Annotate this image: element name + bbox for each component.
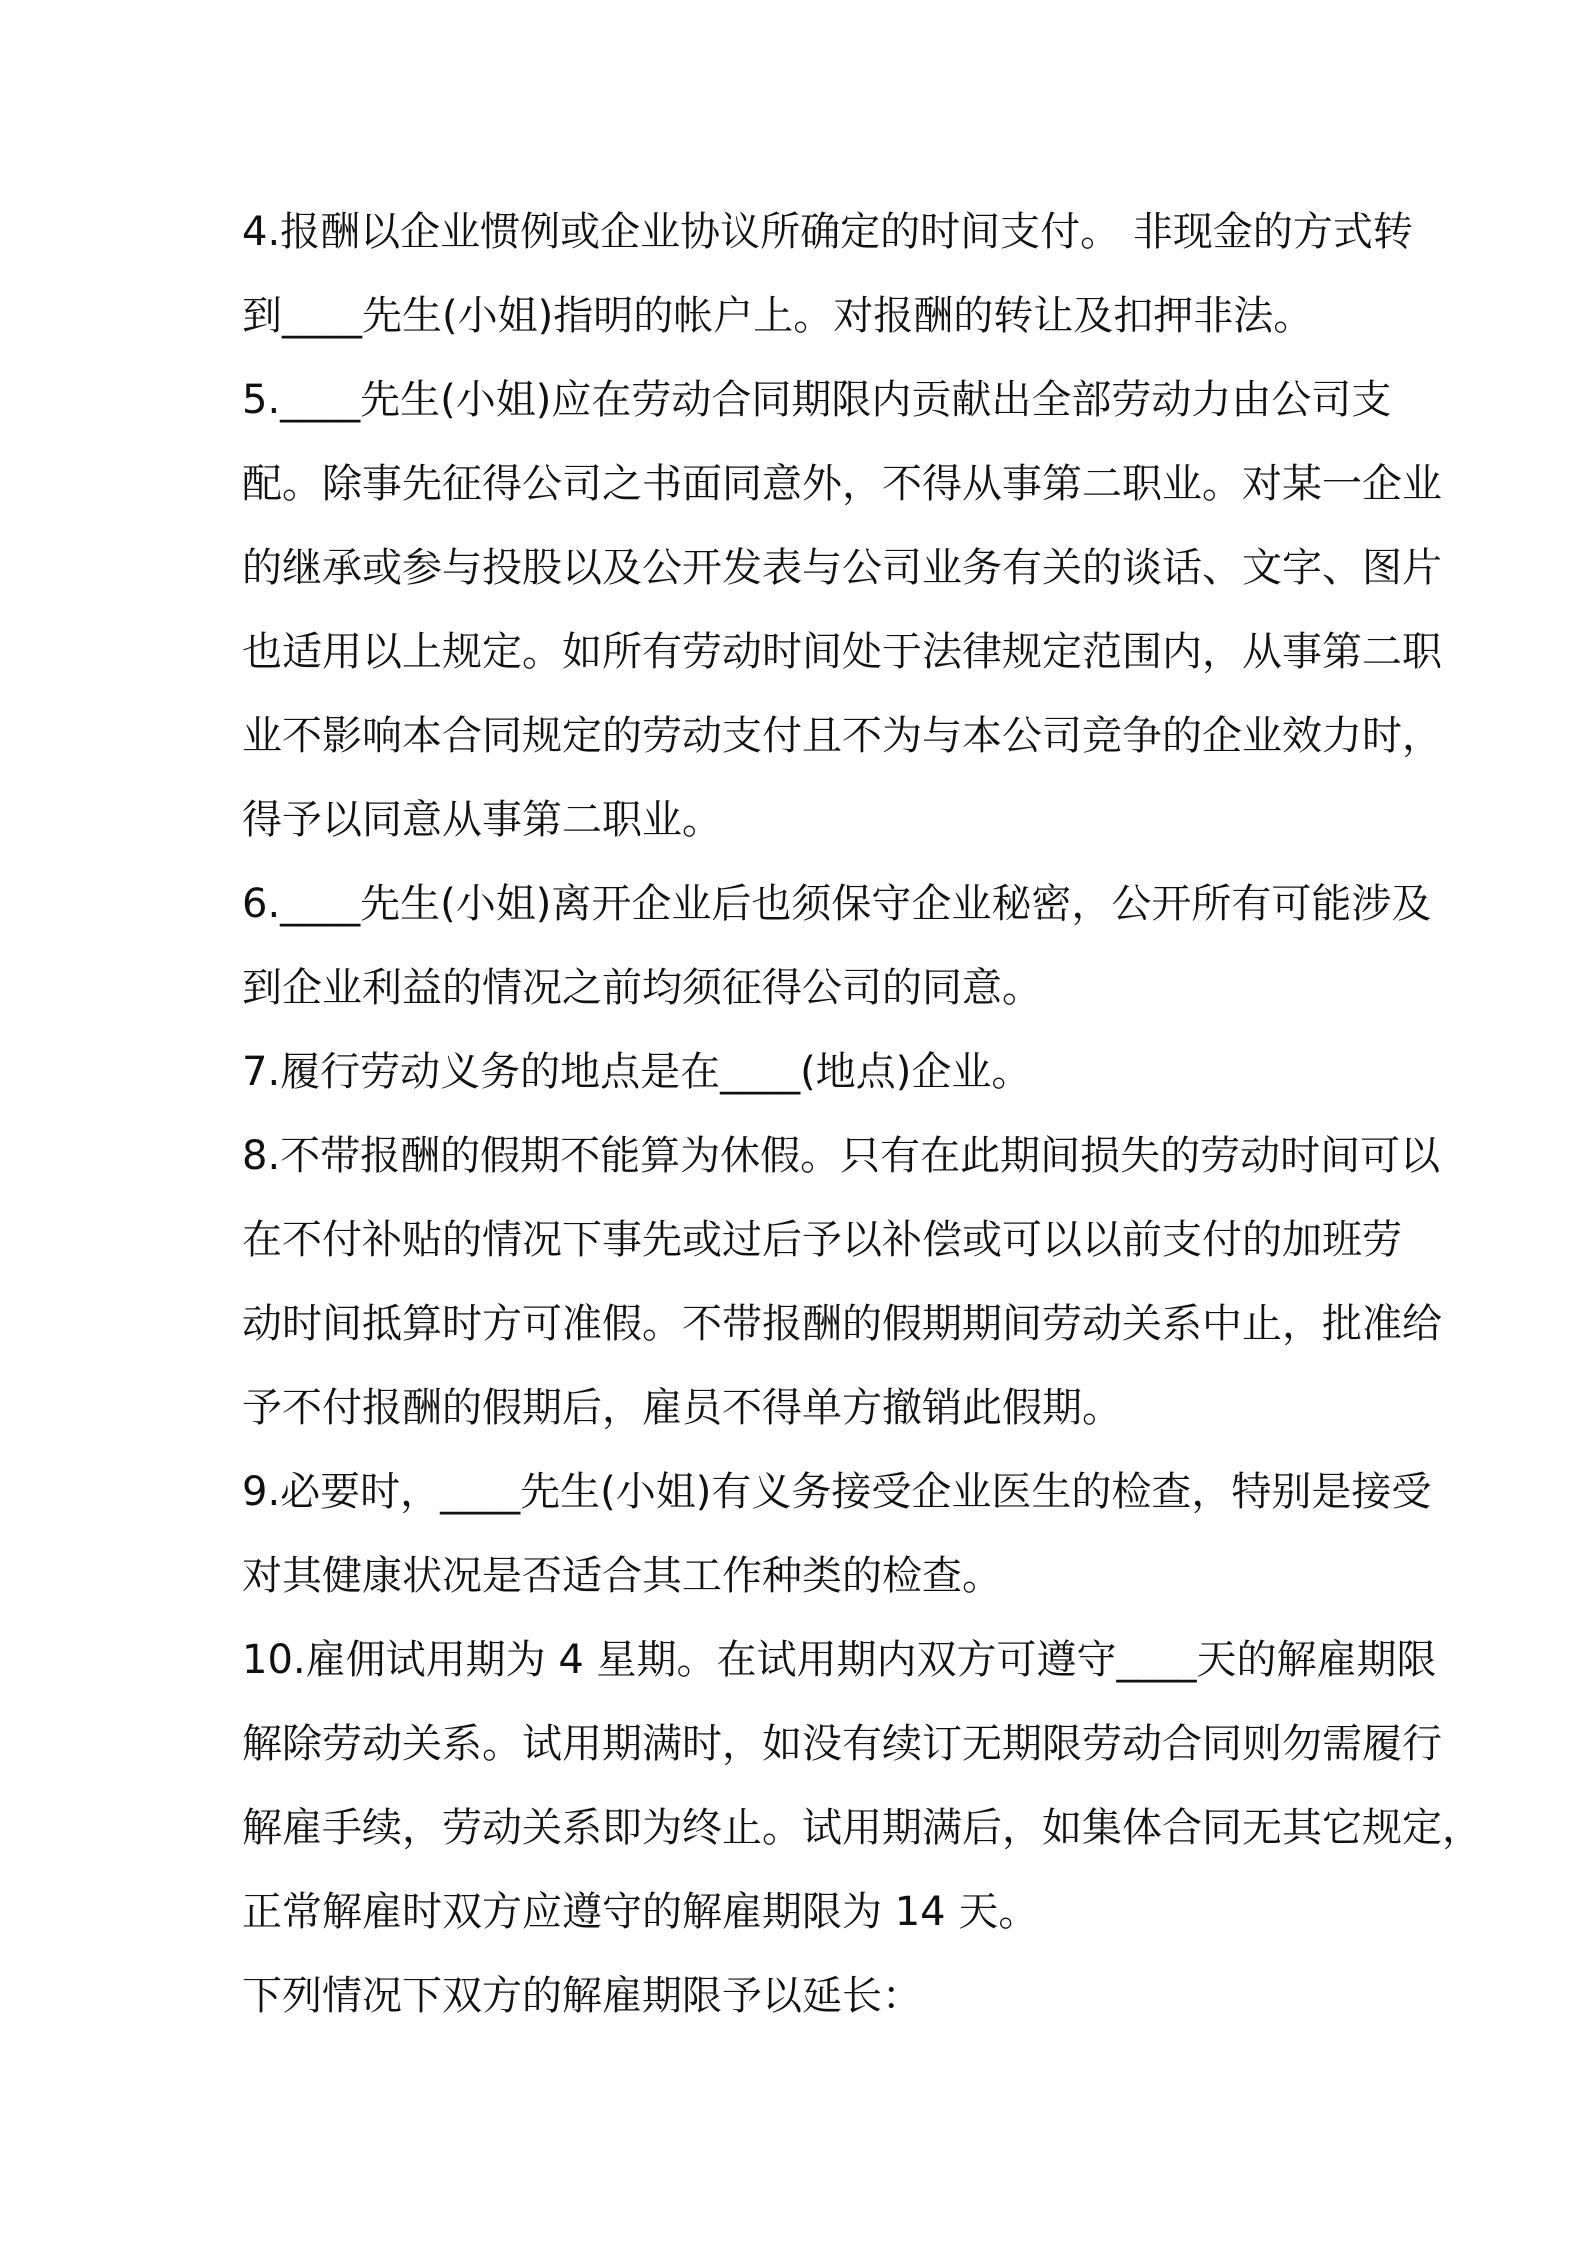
text-line-9: 6.____先生(小姐)离开企业后也须保守企业秘密，公开所有可能涉及 (242, 881, 1432, 927)
text-line-18: 10.雇佣试用期为 4 星期。在试用期内双方可遵守____天的解雇期限 (242, 1637, 1437, 1683)
text-line-4: 配。除事先征得公司之书面同意外，不得从事第二职业。对某一企业 (242, 461, 1442, 507)
text-line-21: 正常解雇时双方应遵守的解雇期限为 14 天。 (242, 1889, 1039, 1935)
text-line-8: 得予以同意从事第二职业。 (242, 797, 722, 843)
text-line-14: 动时间抵算时方可准假。不带报酬的假期期间劳动关系中止，批准给 (242, 1301, 1442, 1347)
text-line-10: 到企业利益的情况之前均须征得公司的同意。 (242, 965, 1042, 1011)
text-line-2: 到____先生(小姐)指明的帐户上。对报酬的转让及扣押非法。 (242, 293, 1314, 339)
text-line-20: 解雇手续，劳动关系即为终止。试用期满后，如集体合同无其它规定， (242, 1805, 1482, 1851)
text-line-5: 的继承或参与投股以及公开发表与公司业务有关的谈话、文字、图片 (242, 545, 1442, 591)
text-line-17: 对其健康状况是否适合其工作种类的检查。 (242, 1553, 1002, 1599)
text-line-13: 在不付补贴的情况下事先或过后予以补偿或可以以前支付的加班劳 (242, 1217, 1402, 1263)
text-line-15: 予不付报酬的假期后，雇员不得单方撤销此假期。 (242, 1385, 1122, 1431)
text-line-16: 9.必要时，____先生(小姐)有义务接受企业医生的检查，特别是接受 (242, 1469, 1432, 1515)
text-line-19: 解除劳动关系。试用期满时，如没有续订无期限劳动合同则勿需履行 (242, 1721, 1442, 1767)
text-line-22: 下列情况下双方的解雇期限予以延长： (242, 1973, 922, 2019)
text-line-12: 8.不带报酬的假期不能算为休假。只有在此期间损失的劳动时间可以 (242, 1133, 1441, 1179)
text-line-7: 业不影响本合同规定的劳动支付且不为与本公司竞争的企业效力时， (242, 713, 1442, 759)
text-line-1: 4.报酬以企业惯例或企业协议所确定的时间支付。 非现金的方式转 (242, 209, 1413, 255)
text-line-11: 7.履行劳动义务的地点是在____(地点)企业。 (242, 1049, 1032, 1095)
text-line-6: 也适用以上规定。如所有劳动时间处于法律规定范围内，从事第二职 (242, 629, 1442, 675)
document-body (242, 196, 1482, 2044)
text-line-3: 5.____先生(小姐)应在劳动合同期限内贡献出全部劳动力由公司支 (242, 377, 1392, 423)
